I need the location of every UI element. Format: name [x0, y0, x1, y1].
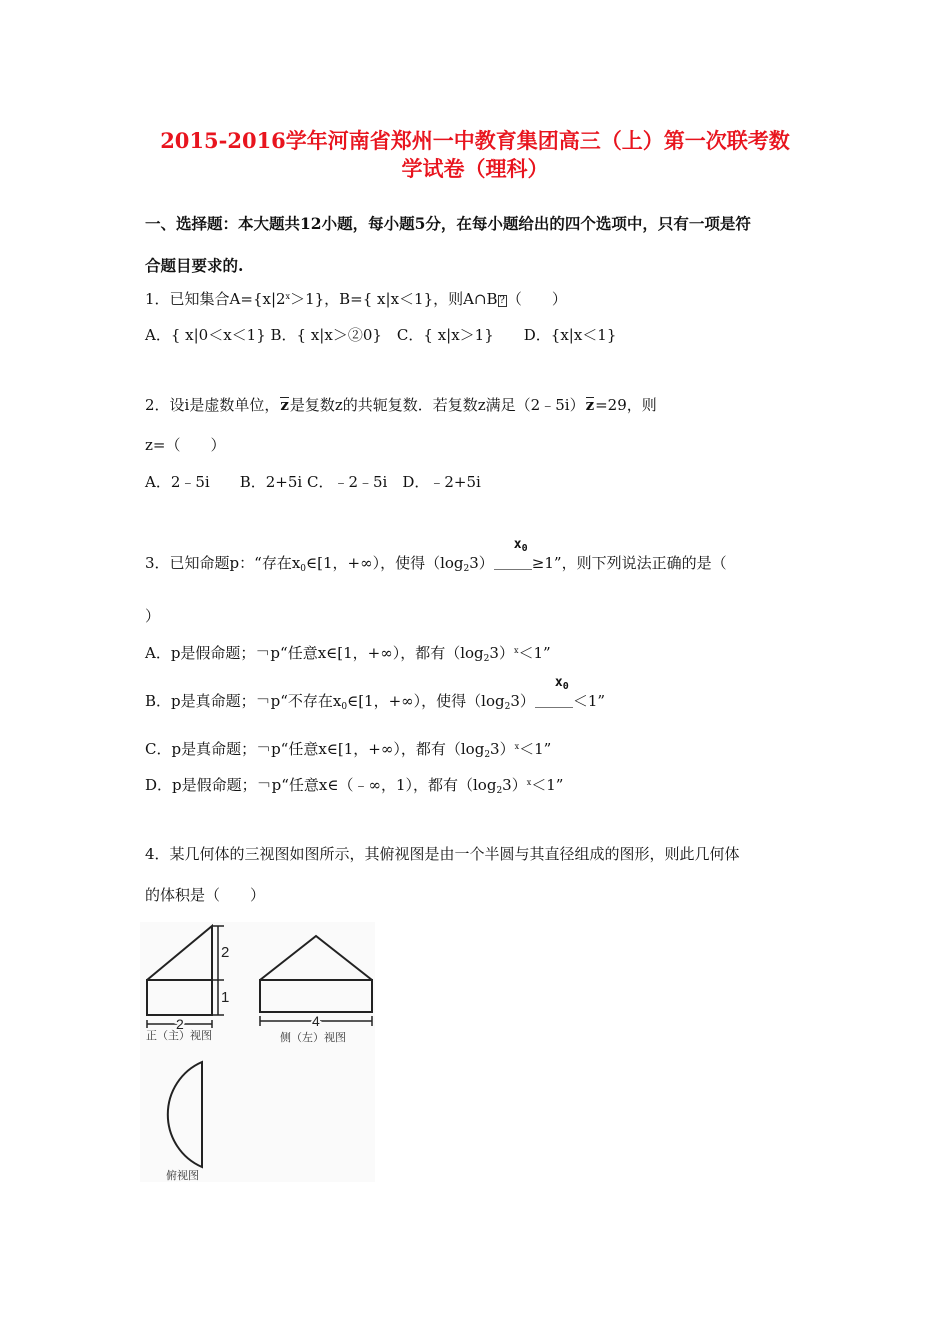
q2-zbar-2: z [585, 396, 595, 414]
front-dim-width: 2 [176, 1016, 184, 1032]
top-view-label: 俯视图 [166, 1169, 199, 1182]
q3-exponent-image [494, 537, 532, 570]
q3-option-d-part2: 3） [502, 776, 527, 794]
q2-stem-part-b: 是复数z的共轭复数．若复数z满足（2﹣5i） [289, 396, 585, 414]
q3-option-b-part3: 3） [510, 692, 535, 710]
q3-option-d-exp: x [526, 778, 532, 787]
q3-option-b-sub2: 2 [504, 702, 511, 712]
q3-sub2: 2 [463, 564, 470, 574]
q3-stem-part-a: 3．已知命题p：“存在x [145, 554, 301, 572]
q3-option-c-part1: C．p是真命题；￢p“任意x∈[1，+∞），都有（log [145, 740, 485, 758]
q3-option-b-part2: ∈[1，+∞），使得（log [347, 692, 505, 710]
q3-stem [145, 537, 727, 574]
q2-stem-part-c: =29，则 [595, 396, 657, 414]
q1-stem-part-c: （ ） [506, 290, 567, 308]
exam-title-line1: 2015-2016学年河南省郑州一中教育集团高三（上）第一次联考数 [160, 128, 790, 153]
q2-zbar: z [280, 396, 289, 414]
q4-stem-line2: 的体积是（ ） [145, 886, 266, 904]
q3-option-a-sub2: 2 [483, 654, 490, 664]
q3-option-c-sub2: 2 [484, 750, 491, 760]
q3-option-a-part3: ＜1” [518, 644, 551, 662]
exam-title-line2: 学试卷（理科） [401, 156, 549, 181]
q2-stem [145, 394, 657, 415]
q4-stem-line1: 4．某几何体的三视图如图所示，其俯视图是由一个半圆与其直径组成的图形，则此几何体 [145, 845, 740, 863]
q3-option-b-part1: B．p是真命题；￢p“不存在x [145, 692, 342, 710]
q1-stem-part-a: 1．已知集合A={x|2 [145, 290, 286, 308]
q3-option-d-sub2: 2 [496, 786, 503, 796]
q2-stem-line2: z=（ ） [145, 436, 226, 454]
q1-options: A．{ x|0＜x＜1} B．{ x|x＞②0} C．{ x|x＞1} D．{x|x＜1} [145, 326, 617, 344]
section-heading-line2: 合题目要求的. [145, 256, 244, 275]
q3-option-d [145, 774, 563, 796]
q3-option-a-part2: 3） [489, 644, 514, 662]
q3-option-b-exponent-image [535, 675, 573, 708]
q3-exponent-sub0: 0 [521, 543, 528, 554]
q3-stem-line2: ） [145, 607, 161, 625]
q3-option-a-exp: x [513, 646, 519, 655]
q3-option-d-part3: ＜1” [531, 776, 564, 794]
q3-stem-part-c: 3） [469, 554, 494, 572]
q3-option-b-part4: ＜1” [572, 692, 606, 710]
q2-stem-part-a: 2．设i是虚数单位， [145, 396, 280, 414]
q3-option-c-part2: 3） [490, 740, 515, 758]
q3-option-a [145, 642, 551, 664]
q3-stem-part-d: ≥1”，则下列说法正确的是（ [531, 554, 727, 572]
q3-sub0: 0 [300, 564, 307, 574]
three-view-figure [140, 922, 375, 1182]
q3-option-d-part1: D．p是假命题；￢p“任意x∈（﹣∞，1），都有（log [145, 776, 497, 794]
q3-option-c-exp: x [514, 742, 520, 751]
q3-option-b-sub0: 0 [341, 702, 348, 712]
q3-option-a-part1: A．p是假命题；￢p“任意x∈[1，+∞），都有（log [145, 644, 484, 662]
front-view-label: 正（主）视图 [146, 1029, 212, 1042]
q3-option-b-exp-sub0: 0 [562, 681, 569, 692]
q3-option-b [145, 675, 606, 712]
q3-option-c [145, 738, 551, 760]
q1-stem-part-b: ＞1}，B={ x|x＜1}，则A∩B [290, 290, 498, 308]
side-view-label: 侧（左）视图 [280, 1031, 346, 1044]
section-heading-line1: 一、选择题：本大题共12小题，每小题5分，在每小题给出的四个选项中，只有一项是符 [145, 214, 751, 233]
q1-broken-glyph: ? [499, 295, 505, 306]
q1-exponent: x [285, 292, 291, 301]
q3-option-b-exp-x: x [554, 675, 563, 690]
front-dim-2: 2 [221, 944, 230, 961]
q3-exponent-x: x [513, 537, 522, 552]
q1-stem [145, 288, 567, 309]
q2-options: A．2﹣5i B．2+5i C．﹣2﹣5i D．﹣2+5i [145, 473, 481, 491]
q3-stem-part-b: ∈[1，+∞），使得（log [306, 554, 464, 572]
q3-option-c-part3: ＜1” [519, 740, 552, 758]
side-dim-width: 4 [312, 1013, 320, 1029]
front-dim-1: 1 [221, 989, 230, 1006]
